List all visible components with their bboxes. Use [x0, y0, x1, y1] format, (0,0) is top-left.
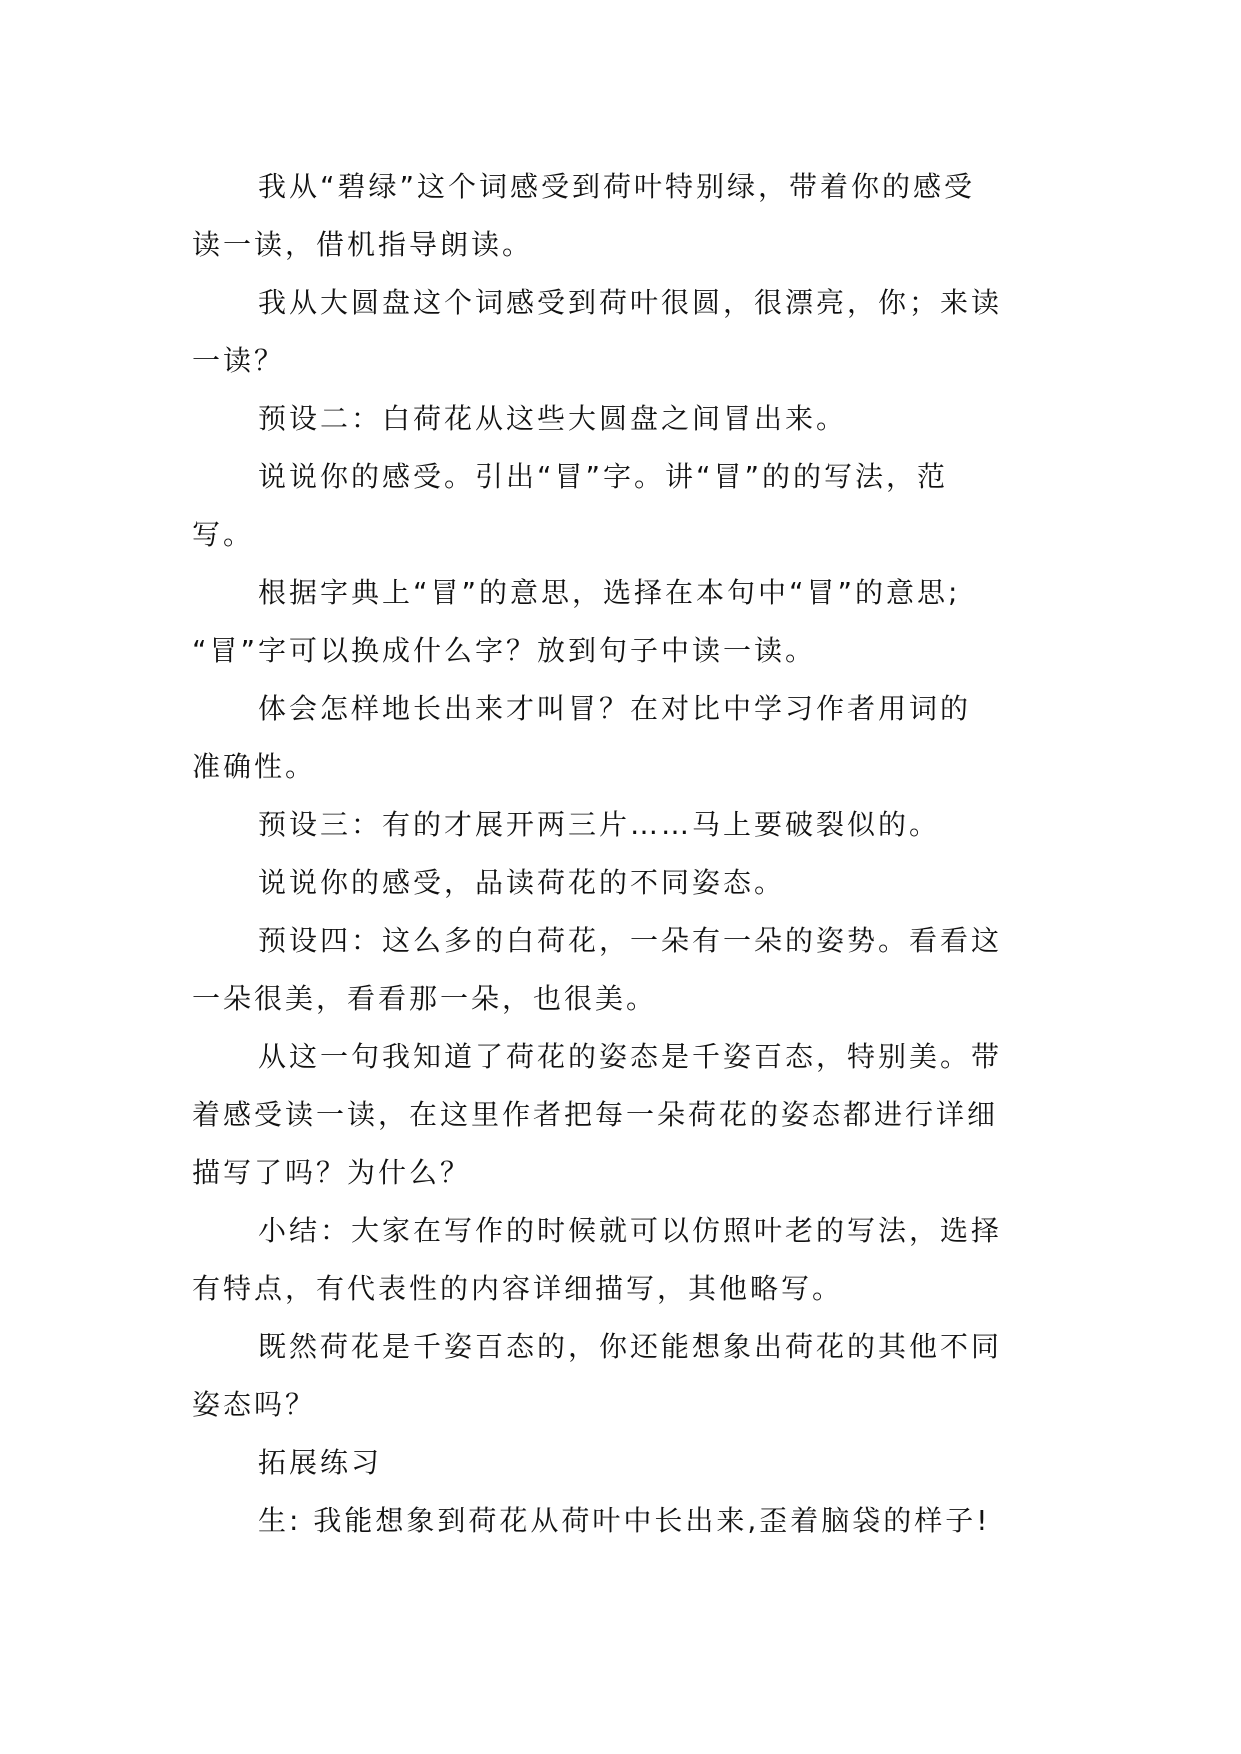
text-line: “冒”字可以换成什么字？放到句子中读一读。: [192, 634, 817, 667]
paragraph: [192, 1318, 1052, 1434]
text-line: 写。: [192, 518, 255, 551]
paragraph: [192, 1492, 1052, 1550]
paragraph: [192, 912, 1052, 1028]
text-line: 生: 我能想象到荷花从荷叶中长出来,歪着脑袋的样子!: [258, 1504, 991, 1537]
paragraph: [192, 158, 1052, 274]
text-line: 体会怎样地长出来才叫冒？在对比中学习作者用词的: [258, 692, 972, 725]
text-line: 预设四：这么多的白荷花，一朵有一朵的姿势。看看这: [258, 924, 1003, 957]
text-line: 根据字典上“冒”的意思，选择在本句中“冒”的意思;: [258, 576, 961, 609]
text-line: 从这一句我知道了荷花的姿态是千姿百态，特别美。带: [258, 1040, 1003, 1073]
text-line: 说说你的感受。引出“冒”字。讲“冒”的的写法，范: [258, 460, 949, 493]
text-line: 着感受读一读，在这里作者把每一朵荷花的姿态都进行详细: [192, 1098, 999, 1131]
text-line: 说说你的感受，品读荷花的不同姿态。: [258, 866, 786, 899]
paragraph: [192, 1028, 1052, 1202]
text-line: 准确性。: [192, 750, 317, 783]
text-line: 我从“碧绿”这个词感受到荷叶特别绿，带着你的感受: [258, 170, 976, 203]
text-line: 一读？: [192, 344, 286, 377]
paragraph: [192, 448, 1052, 564]
paragraph: [192, 564, 1052, 680]
text-line: 姿态吗？: [192, 1388, 317, 1421]
text-line: 拓展练习: [258, 1446, 383, 1479]
text-line: 既然荷花是千姿百态的，你还能想象出荷花的其他不同: [258, 1330, 1003, 1363]
paragraph: [192, 1434, 1052, 1492]
text-line: 小结：大家在写作的时候就可以仿照叶老的写法，选择: [258, 1214, 1003, 1247]
paragraph: [192, 274, 1052, 390]
text-line: 我从大圆盘这个词感受到荷叶很圆，很漂亮，你；来读: [258, 286, 1003, 319]
paragraph: [192, 854, 1052, 912]
text-line: 有特点，有代表性的内容详细描写，其他略写。: [192, 1272, 844, 1305]
paragraph: [192, 796, 1052, 854]
text-line: 描写了吗？为什么？: [192, 1156, 472, 1189]
text-line: 预设三：有的才展开两三片……马上要破裂似的。: [258, 808, 941, 841]
paragraph: [192, 1202, 1052, 1318]
text-line: 读一读，借机指导朗读。: [192, 228, 534, 261]
paragraph: [192, 680, 1052, 796]
document-body: [192, 158, 1052, 1550]
text-line: 一朵很美，看看那一朵，也很美。: [192, 982, 658, 1015]
paragraph: [192, 390, 1052, 448]
text-line: 预设二：白荷花从这些大圆盘之间冒出来。: [258, 402, 848, 435]
